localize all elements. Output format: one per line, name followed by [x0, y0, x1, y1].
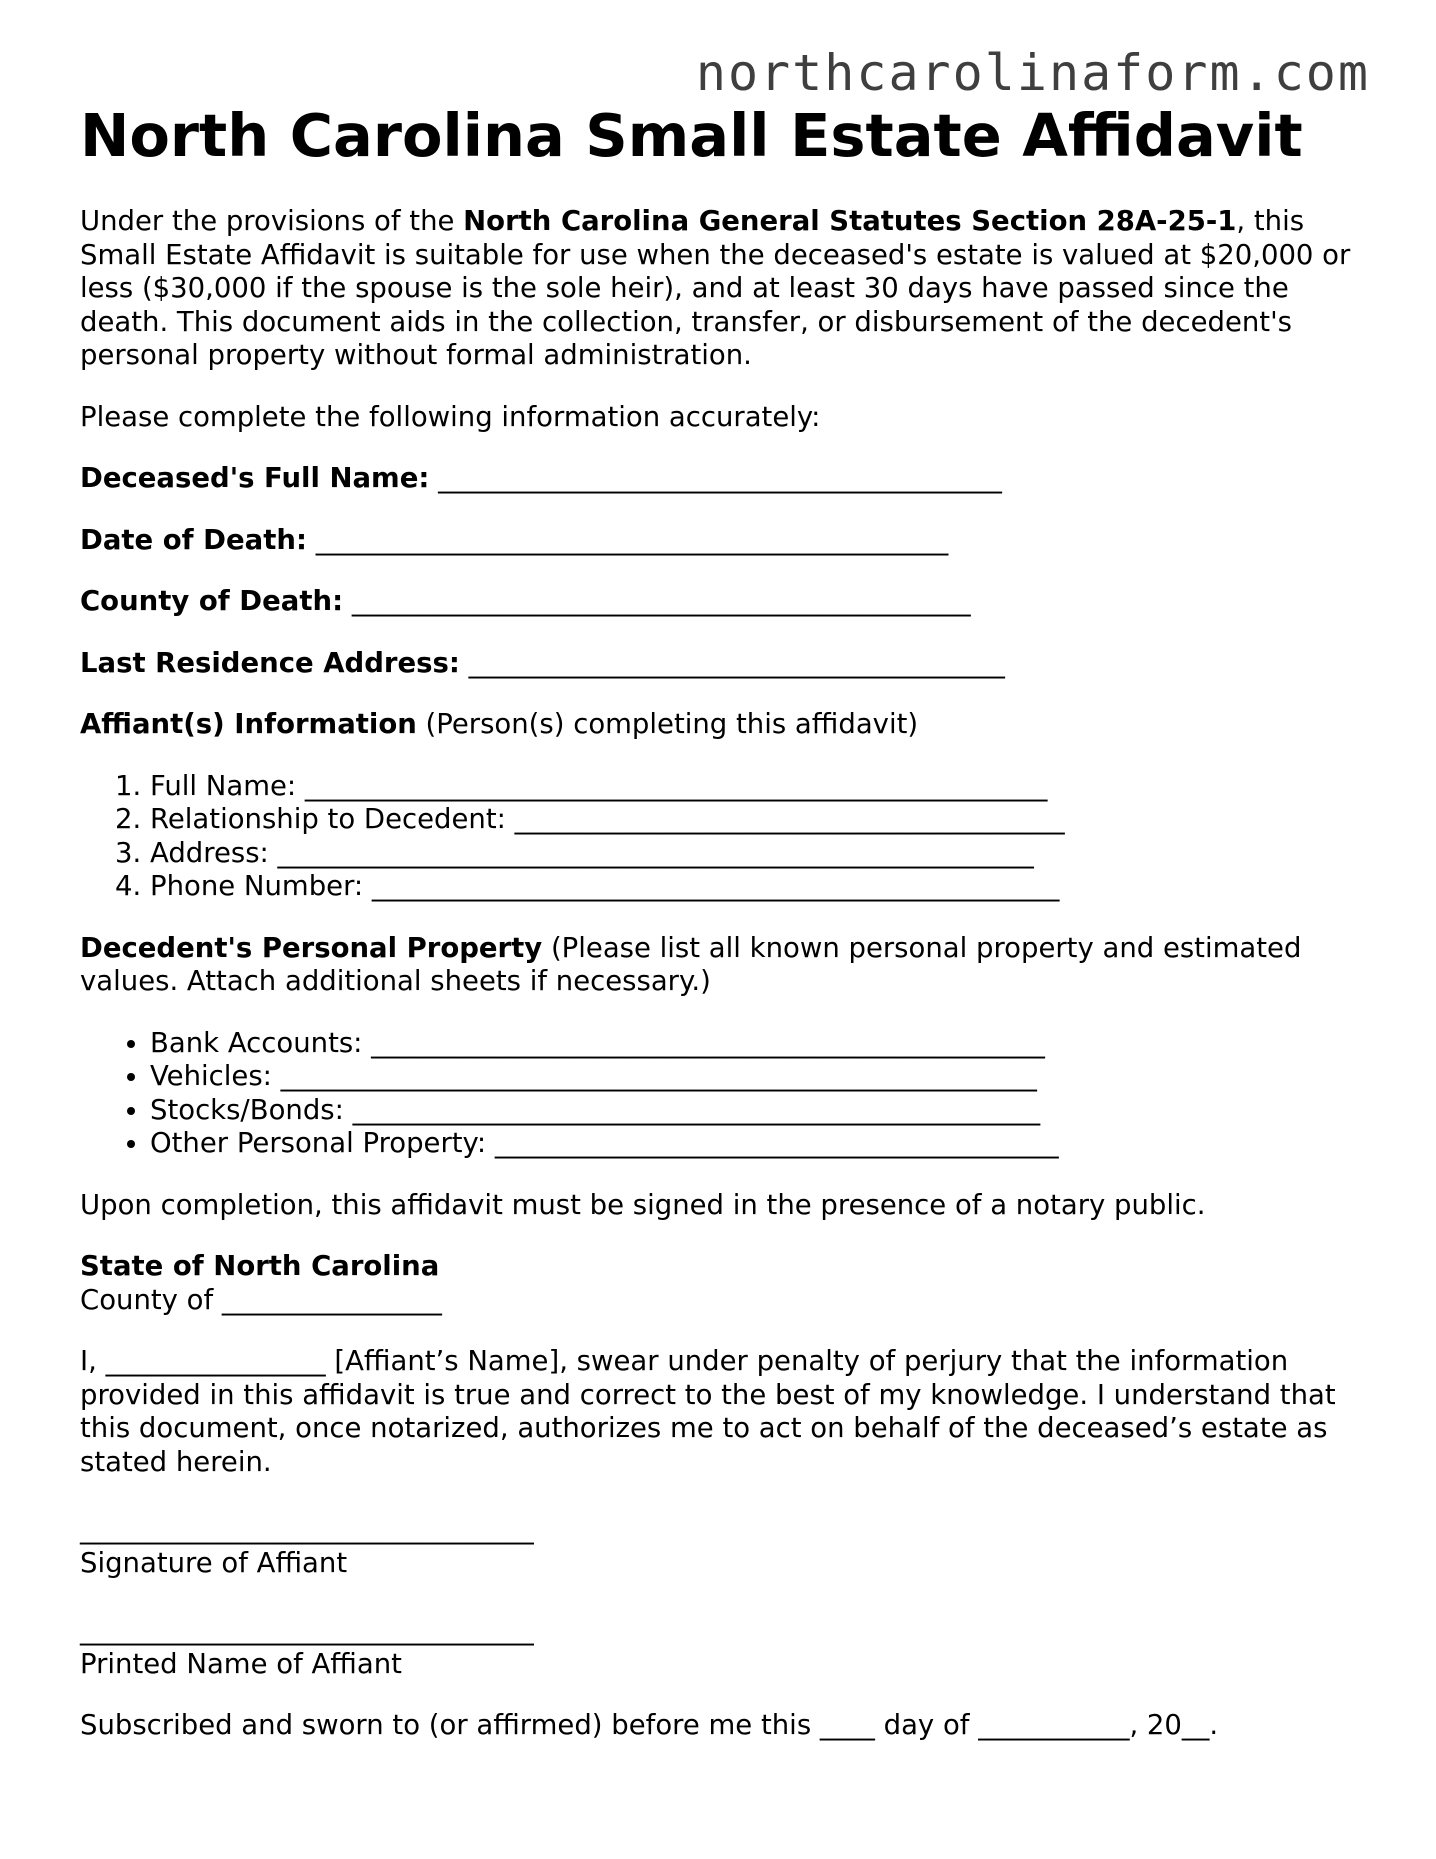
signature-line[interactable]: _________________________________ — [80, 1513, 534, 1545]
printed-name-line[interactable]: _________________________________ — [80, 1614, 534, 1646]
county-of-death-label: County of Death: — [80, 585, 344, 617]
affiant-full-name-item[interactable]: 1. Full Name: ______________________________________________________ — [150, 770, 1370, 804]
intro-paragraph — [80, 205, 1370, 373]
intro-suffix: , this Small Estate Affidavit is suitable for use when the deceased's estate is valued at $20,000 or less ($30,000 if the spouse is the sole heir), and at least 30 days have passed since the death. This document aids in the collection, transfer, or disbursement of the decedent's personal property without formal administration. — [80, 205, 1351, 371]
affiant-info-list — [80, 770, 1370, 904]
state-heading: State of North Carolina — [80, 1250, 440, 1282]
property-note: (Please list all known personal property and estimated values. Attach additional sheets if necessary.) — [80, 931, 1302, 997]
signature-label: Signature of Affiant — [80, 1546, 348, 1579]
oath-paragraph: I, ________________ [Affiant’s Name], swear under penalty of perjury that the information provided in this affidavit is true and correct to the best of my knowledge. I understand that this document, once notarized, authorizes me to act on behalf of the deceased’s estate as stated herein. — [80, 1345, 1336, 1478]
statute-reference: North Carolina General Statutes Section 28A-25-1 — [463, 205, 1237, 237]
instruction-text: Please complete the following information accurately: — [80, 400, 821, 433]
date-of-death-blank[interactable]: ______________________________________________ — [306, 523, 949, 556]
county-of-death-field — [80, 585, 1370, 619]
affiant-heading-line — [80, 708, 1370, 742]
deceased-name-field — [80, 462, 1370, 496]
affiant-heading: Affiant(s) Information — [80, 708, 417, 740]
deceased-name-blank[interactable]: _________________________________________ — [429, 462, 1002, 494]
last-residence-field — [80, 647, 1370, 681]
site-watermark: northcarolinaform.com — [695, 44, 1370, 102]
affiant-phone-item[interactable]: 4. Phone Number: __________________________________________________ — [150, 870, 1370, 904]
affidavit-body — [80, 205, 1370, 1743]
date-of-death-field — [80, 524, 1370, 558]
property-heading-line — [80, 932, 1370, 999]
notary-instruction: Upon completion, this affidavit must be signed in the presence of a notary public. — [80, 1188, 1206, 1221]
date-of-death-label: Date of Death: — [80, 523, 307, 556]
intro-prefix: Under the provisions of the — [80, 205, 464, 237]
county-of-death-blank[interactable]: _____________________________________________ — [343, 585, 971, 617]
property-heading: Decedent's Personal Property — [80, 931, 543, 964]
property-vehicles-item[interactable]: • Vehicles: _______________________________________________________ — [150, 1060, 1370, 1094]
property-list — [80, 1027, 1370, 1161]
state-heading-block — [80, 1250, 1370, 1284]
property-bank-accounts-item[interactable]: • Bank Accounts: _________________________________________________ — [150, 1027, 1370, 1061]
last-residence-label: Last Residence Address: — [80, 646, 460, 679]
affiant-note: (Person(s) completing this affidavit) — [416, 708, 919, 740]
printed-name-label: Printed Name of Affiant — [80, 1647, 402, 1680]
page-title: North Carolina Small Estate Affidavit — [80, 101, 1303, 170]
affiant-address-item[interactable]: 3. Address: _______________________________________________________ — [150, 837, 1370, 871]
property-other-item[interactable]: • Other Personal Property: _________________________________________ — [150, 1127, 1370, 1161]
subscribed-line: Subscribed and sworn to (or affirmed) before me this ____ day of ___________, 20__. — [80, 1709, 1219, 1741]
property-stocks-bonds-item[interactable]: • Stocks/Bonds: __________________________________________________ — [150, 1094, 1370, 1128]
county-line[interactable]: County of ________________ — [80, 1283, 442, 1316]
deceased-name-label: Deceased's Full Name: — [80, 462, 430, 494]
affiant-relationship-item[interactable]: 2. Relationship to Decedent: ________________________________________ — [150, 803, 1370, 837]
last-residence-blank[interactable]: _______________________________________ — [459, 646, 1005, 679]
